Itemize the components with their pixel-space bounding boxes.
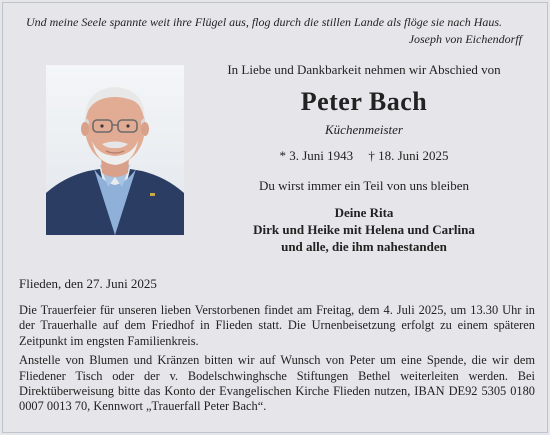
donation-paragraph: Anstelle von Blumen und Kränzen bitten wir auf Wunsch von Peter um eine Spende, die wir dem Fliedener Tisch oder der v. Bodelschwinghsche Stiftungen Bethel weiterleiten werden. Bei Direktüberweisung bitte das Konto der Evangelischen Kirche Flieden nutzen, IBAN DE92 5305 0180 0007 0013 70, Kennwort „Trauerfall Peter Bach“.	[19, 353, 535, 414]
quote-author: Joseph von Eichendorff	[408, 32, 522, 46]
notice-body	[19, 303, 535, 419]
portrait-photo	[46, 65, 184, 235]
funeral-paragraph: Die Trauerfeier für unseren lieben Verstorbenen findet am Freitag, dem 4. Juli 2025, um 13.30 Uhr in der Trauerhalle auf dem Friedhof in Flieden statt. Die Urnenbeisetzung erfolgt zu einem späteren Zeitpunkt im engsten Familienkreis.	[19, 303, 535, 348]
place-date: Flieden, den 27. Juni 2025	[19, 276, 157, 291]
mourner-line: Dirk und Heike mit Helena und Carlina	[253, 222, 475, 237]
remembrance-line: Du wirst immer ein Teil von uns bleiben	[258, 178, 470, 193]
epigraph	[10, 14, 522, 48]
mourners-list	[198, 204, 530, 255]
death-date: † 18. Juni 2025	[368, 148, 449, 163]
birth-date: * 3. Juni 1943	[279, 148, 354, 163]
farewell-intro: In Liebe und Dankbarkeit nehmen wir Abschied von	[227, 62, 501, 77]
deceased-name: Peter Bach	[300, 87, 428, 116]
profession: Küchenmeister	[325, 122, 403, 137]
mourner-line: und alle, die ihm nahestanden	[281, 239, 447, 254]
quote-text: Und meine Seele spannte weit ihre Flügel aus, flog durch die stillen Lande als flöge sie nach Haus.	[26, 15, 503, 29]
mourner-line: Deine Rita	[334, 205, 394, 220]
life-dates	[198, 148, 530, 164]
